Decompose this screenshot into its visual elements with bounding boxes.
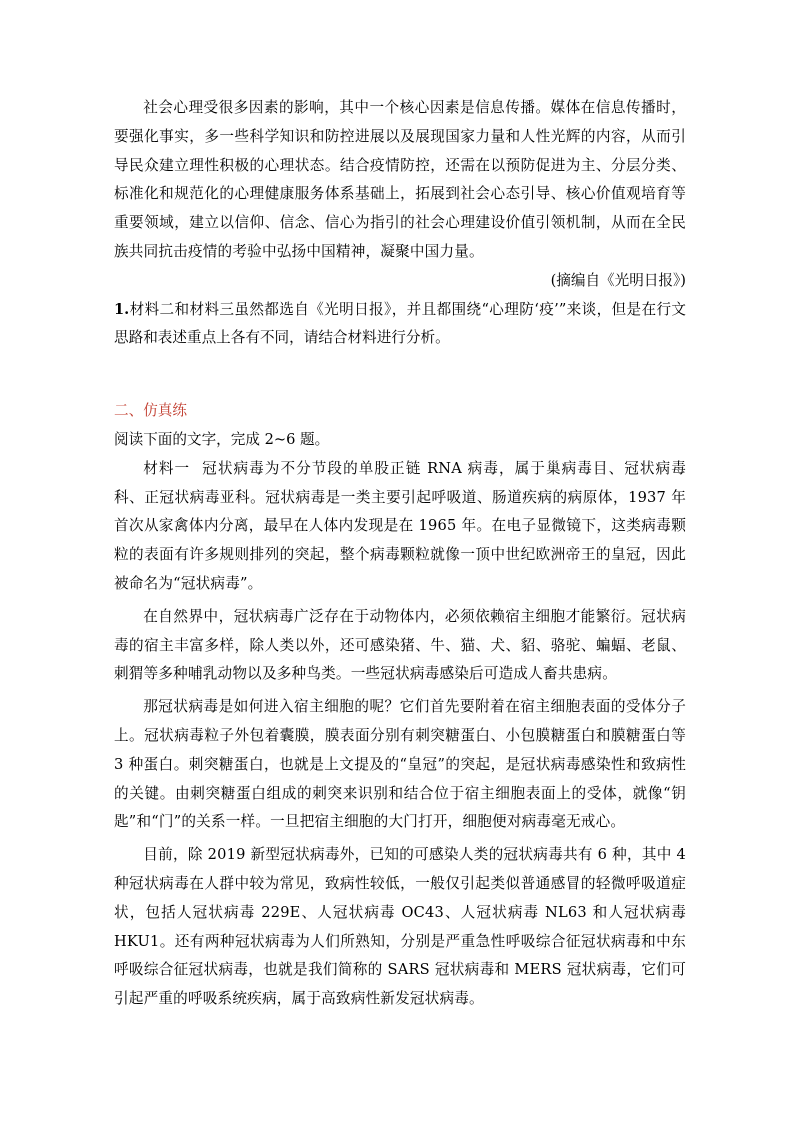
document-page bbox=[114, 94, 686, 1014]
question-1-text: 材料二和材料三虽然都选自《光明日报》，并且都围绕“心理防‘疫’”来谈，但是在行文思路和表述重点上各有不同，请结合材料进行分析。 bbox=[114, 300, 686, 347]
material-label: 材料一 bbox=[143, 459, 191, 477]
question-1 bbox=[114, 296, 686, 354]
material-1-paragraph-3: 那冠状病毒是如何进入宿主细胞的呢？它们首先要附着在宿主细胞表面的受体分子上。冠状病毒粒子外包着囊膜，膜表面分别有刺突糖蛋白、小包膜糖蛋白和膜糖蛋白等 3 种蛋白。刺突糖蛋白，也就是上文提及的“皇冠”的突起，是冠状病毒感染性和致病性的关键。由刺突糖蛋白组成的刺突来识别和结合位于宿主细胞表面上的受体，就像“钥匙”和“门”的关系一样。一旦把宿主细胞的大门打开，细胞便对病毒毫无戒心。 bbox=[114, 698, 686, 831]
reading-instruction: 阅读下面的文字，完成 2~6 题。 bbox=[114, 430, 330, 448]
material-1-paragraph-2: 在自然界中，冠状病毒广泛存在于动物体内，必须依赖宿主细胞才能繁衍。冠状病毒的宿主丰富多样，除人类以外，还可感染猪、牛、猫、犬、貂、骆驼、蝙蝠、老鼠、刺猬等多种哺乳动物以及多种鸟类。一些冠状病毒感染后可造成人畜共患病。 bbox=[114, 607, 686, 683]
section-title: 二、仿真练 bbox=[114, 402, 187, 420]
article-source: (摘编自《光明日报》) bbox=[550, 271, 686, 289]
material-1-paragraph-1 bbox=[114, 455, 686, 599]
question-1-number: 1. bbox=[114, 300, 130, 318]
material-1-paragraph-4: 目前，除 2019 新型冠状病毒外，已知的可感染人类的冠状病毒共有 6 种，其中 4 种冠状病毒在人群中较为常见，致病性较低，一般仅引起类似普通感冒的轻微呼吸道症状，包括人冠状病毒 229E、人冠状病毒 OC43、人冠状病毒 NL63 和人冠状病毒 HKU1。还有两种冠状病毒为人们所熟知，分别是严重急性呼吸综合征冠状病毒和中东呼吸综合征冠状病毒，也就是我们简称的 SARS 冠状病毒和 MERS 冠状病毒，它们可引起严重的呼吸系统疾病，属于高致病性新发冠状病毒。 bbox=[114, 846, 686, 1008]
article-closing-paragraph: 社会心理受很多因素的影响，其中一个核心因素是信息传播。媒体在信息传播时，要强化事实，多一些科学知识和防控进展以及展现国家力量和人性光辉的内容，从而引导民众建立理性积极的心理状态。结合疫情防控，还需在以预防促进为主、分层分类、标准化和规范化的心理健康服务体系基础上，拓展到社会心态引导、核心价值观培育等重要领域，建立以信仰、信念、信心为指引的社会心理建设价值引领机制，从而在全民族共同抗击疫情的考验中弘扬中国精神，凝聚中国力量。 bbox=[114, 99, 686, 260]
material-1-paragraph-1-text: 冠状病毒为不分节段的单股正链 RNA 病毒，属于巢病毒目、冠状病毒科、正冠状病毒亚科。冠状病毒是一类主要引起呼吸道、肠道疾病的病原体，1937 年首次从家禽体内分离，最早在人体内发现是在 1965 年。在电子显微镜下，这类病毒颗粒的表面有许多规则排列的突起，整个病毒颗粒就像一顶中世纪欧洲帝王的皇冠，因此被命名为“冠状病毒”。 bbox=[114, 459, 686, 592]
